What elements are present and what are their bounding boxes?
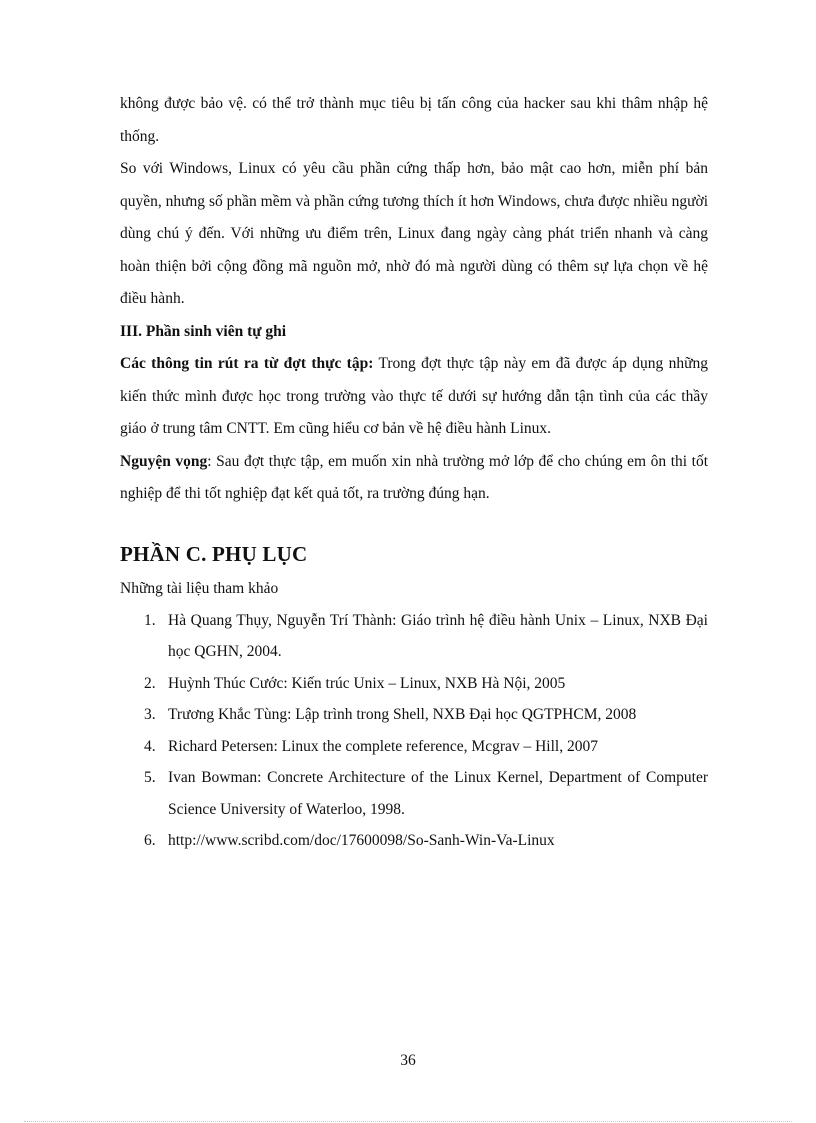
reference-item [120,605,708,668]
section-iii-title: III. Phần sinh viên tự ghi [120,322,287,340]
info-paragraph [120,348,708,446]
reference-number: 4. [144,737,156,755]
reference-text: Ivan Bowman: Concrete Architecture of the Linux Kernel, Department of Computer Science University of Waterloo, 1998. [168,769,708,818]
reference-number: 3. [144,706,156,723]
info-label: Các thông tin rút ra từ đợt thực tập: [120,355,374,372]
reference-item [120,762,708,825]
reference-number: 2. [144,674,156,692]
wish-label: Nguyện vọng [120,452,208,470]
wish-text: : Sau đợt thực tập, em muốn xin nhà trường mở lớp để cho chúng em ôn thi tốt nghiệp để thi tốt nghiệp đạt kết quả tốt, ra trường đúng hạn. [120,452,709,502]
reference-number: 6. [144,832,156,849]
reference-text: Richard Petersen: Linux the complete reference, Mcgrav – Hill, 2007 [168,737,598,755]
reference-item [120,825,708,857]
wish-paragraph [120,446,708,511]
intro-paragraph-2: So với Windows, Linux có yêu cầu phần cứng thấp hơn, bảo mật cao hơn, miễn phí bản quyền, nhưng số phần mềm và phần cứng tương thích ít hơn Windows, chưa được nhiều người dùng chú ý đến. Với những ưu điểm trên, Linux đang ngày càng phát triển nhanh và càng hoàn thiện bởi cộng đồng mã nguồn mở, nhờ đó mà người dùng có thêm sự lựa chọn về hệ điều hành. [120,160,708,307]
reference-number: 5. [144,769,156,786]
info-text: Trong đợt thực tập này em đã được áp dụng những kiến thức mình được học trong trường vào thực tế dưới sự hướng dẫn tận tình của các thầy giáo ở trung tâm CNTT. Em cũng hiểu cơ bản về hệ điều hành Linux. [120,355,708,437]
page-content [120,88,708,857]
reference-item [120,668,708,700]
page-bottom-divider [24,1121,792,1122]
appendix-title: PHẦN C. PHỤ LỤC [120,541,308,566]
reference-list [120,605,708,857]
reference-text: Hà Quang Thụy, Nguyễn Trí Thành: Giáo trình hệ điều hành Unix – Linux, NXB Đại học QGHN, 2004. [168,611,708,660]
reference-number: 1. [144,611,156,629]
reference-item [120,731,708,763]
intro-paragraph-1: không được bảo vệ. có thể trở thành mục tiêu bị tấn công của hacker sau khi thâm nhập hệ thống. [120,95,708,145]
reference-link-text: http://www.scribd.com/doc/17600098/So-Sanh-Win-Va-Linux [168,832,555,849]
page-number: 36 [400,1052,416,1069]
reference-text: Huỳnh Thúc Cước: Kiến trúc Unix – Linux, NXB Hà Nội, 2005 [168,674,566,692]
reference-text: Trương Khắc Tùng: Lập trình trong Shell, NXB Đại học QGTPHCM, 2008 [168,706,637,723]
references-intro: Những tài liệu tham khảo [120,579,279,597]
reference-item [120,699,708,731]
